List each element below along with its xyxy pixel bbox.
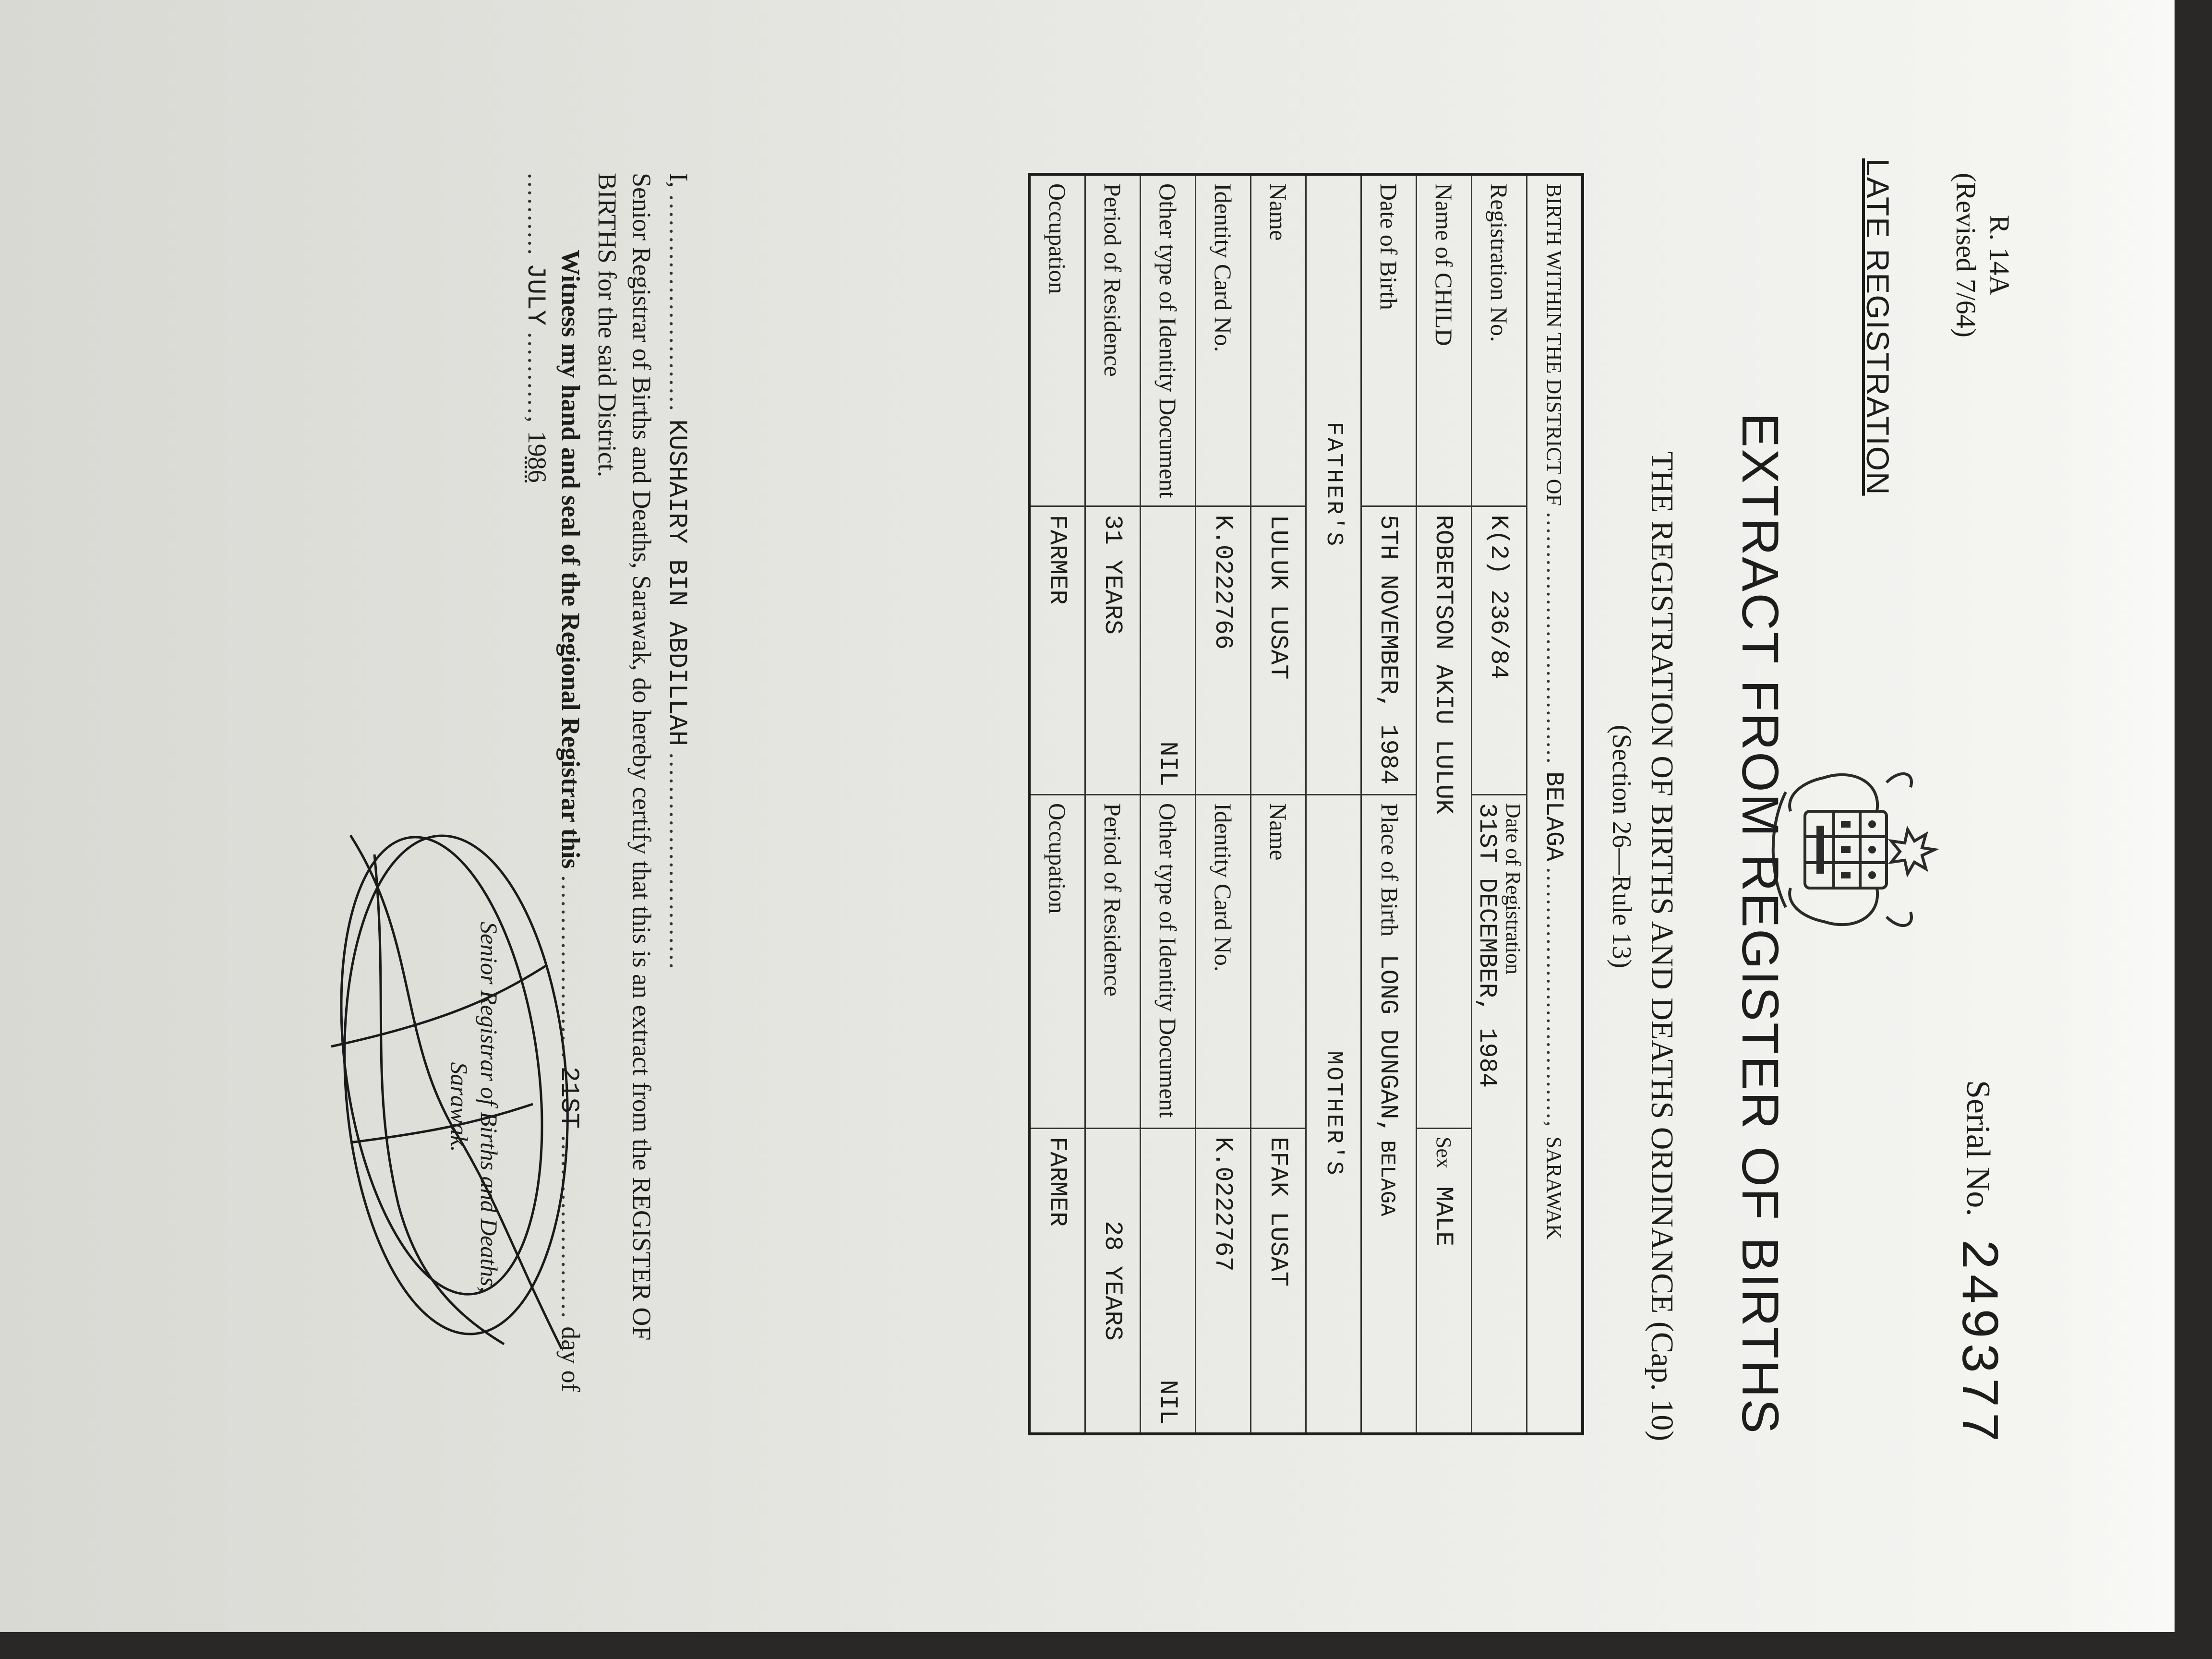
father-occupation-label: Occupation — [1029, 174, 1085, 506]
father-residence-label: Period of Residence — [1085, 174, 1141, 506]
serial-label: Serial No. — [1960, 1080, 1996, 1216]
parents-occupation-row — [1029, 174, 1085, 1434]
father-name-value: LULUK LUSAT — [1251, 506, 1306, 795]
child-row — [1417, 174, 1472, 1434]
district-value: BELAGA — [1539, 771, 1568, 862]
dotted-leader: ...................... — [556, 875, 585, 1060]
mother-name-label: Name — [1251, 795, 1306, 1129]
sex-value: MALE — [1429, 1186, 1457, 1247]
father-name-label: Name — [1251, 174, 1306, 506]
mother-heading: MOTHER'S — [1306, 795, 1361, 1434]
form-code: R. 14A — [1984, 215, 2015, 296]
signatory-title-line2: Sarawak. — [446, 1062, 473, 1152]
birth-extract-document — [336, 158, 2016, 1469]
birth-row — [1361, 174, 1417, 1434]
document-subtitle: THE REGISTRATION OF BIRTHS AND DEATHS ORDINANCE (Cap. 10) — [1645, 451, 1680, 1442]
parents-heading-row — [1306, 174, 1361, 1434]
witness-year-suffix: 86 — [523, 457, 552, 483]
mother-occupation-label: Occupation — [1029, 795, 1085, 1129]
state-value: SARAWAK — [1542, 1136, 1566, 1239]
father-ic-value: K.0222766 — [1196, 506, 1251, 795]
district-row — [1527, 174, 1583, 1434]
witness-day: 21ST — [554, 1066, 583, 1129]
father-occupation-value: FARMER — [1029, 506, 1085, 795]
dob-value: 5TH NOVEMBER, 1984 — [1374, 515, 1402, 785]
witness-text: Witness my hand and seal of the Regional Registrar this — [556, 250, 585, 869]
dotted-leader: .......... — [523, 173, 552, 257]
parents-other-doc-row — [1141, 174, 1196, 1434]
reg-no-label: Registration No. — [1472, 174, 1527, 506]
father-heading: FATHER'S — [1306, 174, 1361, 795]
signatory-title-line1: Senior Registrar of Births and Deaths, — [476, 922, 503, 1293]
witness-day-of: day of — [556, 1326, 585, 1392]
pob-label: Place of Birth — [1376, 803, 1403, 937]
dotted-leader: .......................... — [664, 752, 693, 971]
registration-row — [1472, 174, 1527, 1434]
dotted-leader: .........., — [523, 332, 552, 425]
document-section-ref: (Section 26—Rule 13) — [1607, 725, 1636, 969]
witness-year-prefix: 19 — [523, 431, 552, 457]
pob-line2: BELAGA — [1375, 1140, 1399, 1216]
reg-no-value: K(2) 236/84 — [1484, 515, 1513, 680]
certification-prefix: I, — [664, 173, 693, 188]
form-revised: (Revised 7/64) — [1950, 173, 1982, 338]
certification-block — [590, 173, 696, 1435]
mother-ic-label: Identity Card No. — [1196, 795, 1251, 1129]
pob-line1: LONG DUNGAN, — [1374, 954, 1402, 1134]
serial-number: 249377 — [1947, 1238, 2007, 1446]
dotted-leader: ................................, — [1542, 867, 1569, 1137]
sex-label: Sex — [1432, 1137, 1455, 1168]
witness-month: JULY — [520, 263, 550, 326]
dob-label: Date of Birth — [1361, 174, 1417, 506]
mother-other-doc-label: Other type of Identity Document — [1141, 795, 1196, 1129]
registrar-name: KUSHAIRY BIN ABDILLAH — [662, 419, 691, 746]
dotted-leader: .......................... — [664, 194, 693, 413]
date-reg-value: 31ST DECEMBER, 1984 — [1473, 803, 1501, 1088]
mother-occupation-value: FARMER — [1029, 1129, 1085, 1434]
father-ic-label: Identity Card No. — [1196, 174, 1251, 506]
father-other-doc-label: Other type of Identity Document — [1141, 174, 1196, 506]
father-residence-value: 31 YEARS — [1085, 506, 1141, 795]
witness-date-line — [520, 173, 552, 483]
certification-name-line — [659, 173, 696, 1435]
registration-table — [1028, 173, 1584, 1435]
form-code-block — [1949, 173, 2016, 337]
child-name-label: Name of CHILD — [1417, 174, 1472, 506]
child-name-value: ROBERTSON AKIU LULUK — [1429, 515, 1457, 815]
late-registration-label: LATE REGISTRATION — [1860, 158, 1896, 496]
certification-text: Senior Registrar of Births and Deaths, Sarawak, do hereby certify that this is an extract from the REGISTER OF BIRTHS for the said District. — [593, 173, 656, 1341]
district-label: BIRTH WITHIN THE DISTRICT OF — [1542, 183, 1566, 506]
mother-other-doc-value: NIL — [1141, 1129, 1196, 1434]
mother-ic-value: K.0222767 — [1196, 1129, 1251, 1434]
date-reg-label: Date of Registration — [1502, 803, 1525, 974]
parents-name-row — [1251, 174, 1306, 1434]
signatory-title — [445, 922, 504, 1292]
mother-residence-value: 28 YEARS — [1085, 1129, 1141, 1434]
parents-residence-row — [1085, 174, 1141, 1434]
mother-residence-label: Period of Residence — [1085, 795, 1141, 1129]
dotted-leader: ...................... — [556, 1135, 585, 1320]
parents-ic-row — [1196, 174, 1251, 1434]
mother-name-value: EFAK LUSAT — [1251, 1129, 1306, 1434]
father-other-doc-value: NIL — [1141, 506, 1196, 795]
dotted-leader: ................................ — [1542, 512, 1569, 766]
paper-lighting — [2050, 0, 2175, 1632]
document-title: EXTRACT FROM REGISTER OF BIRTHS — [1731, 413, 1790, 1435]
